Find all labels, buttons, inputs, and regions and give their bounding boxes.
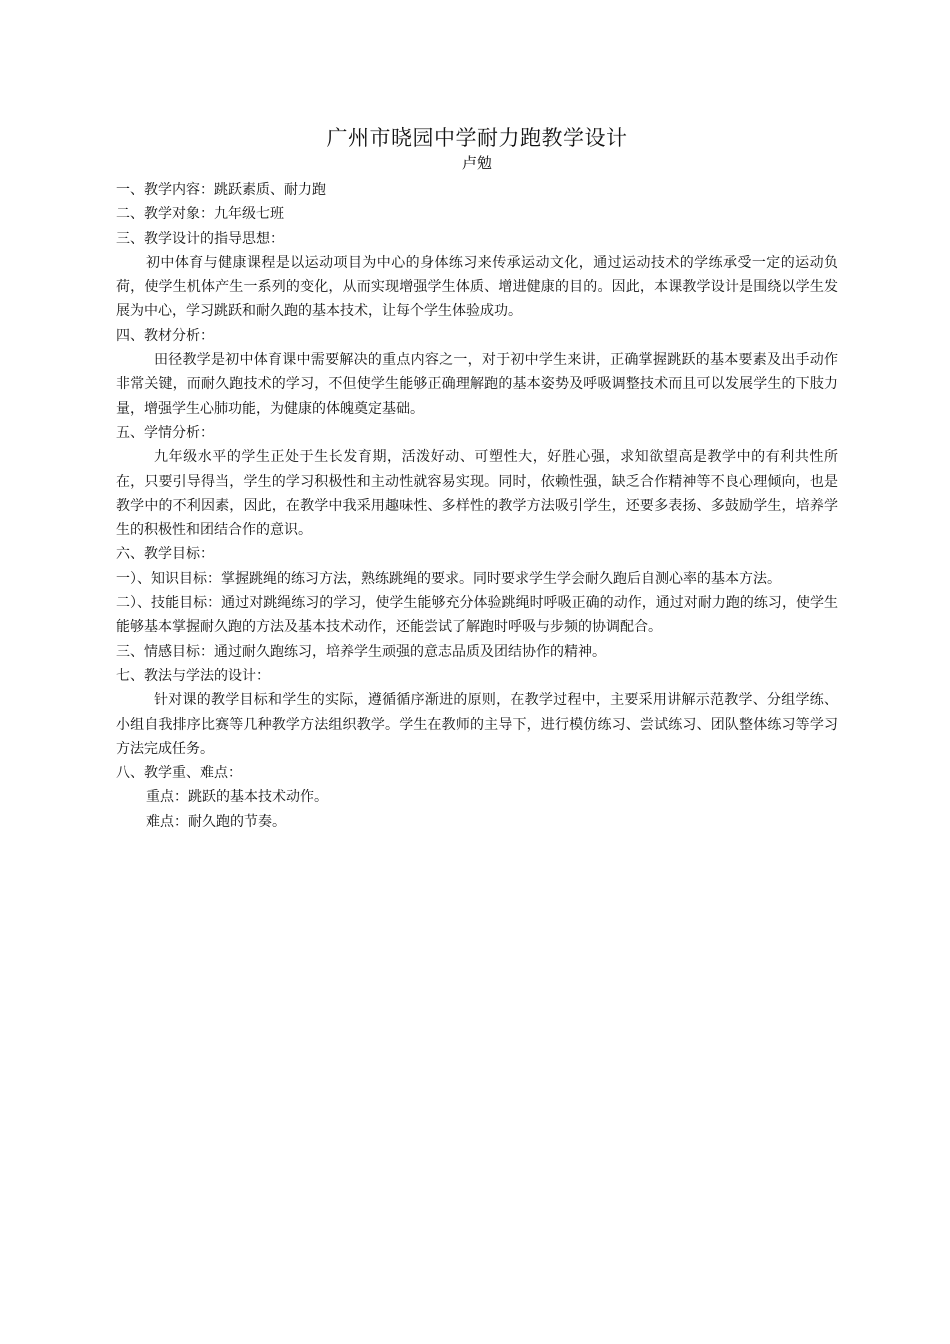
key-point: 重点：跳跃的基本技术动作。 <box>146 789 328 806</box>
section-teaching-content: 一、教学内容：跳跃素质、耐力跑 <box>116 182 326 198</box>
section-student-analysis-heading: 五、学情分析： <box>116 424 214 441</box>
section-key-points-heading: 八、教学重、难点： <box>116 765 242 782</box>
goal-emotion: 三、情感目标：通过耐久跑练习，培养学生顽强的意志品质及团结协作的精神。 <box>116 643 606 660</box>
difficult-point: 难点：耐久跑的节奏。 <box>146 813 286 830</box>
section-guiding-idea-heading: 三、教学设计的指导思想： <box>116 230 284 247</box>
goal-knowledge: 一）、知识目标：掌握跳绳的练习方法，熟练跳绳的要求。同时要求学生学会耐久跑后自测心率的基本方法。 <box>116 570 781 587</box>
document-title: 广州市晓园中学耐力跑教学设计 <box>326 126 628 150</box>
document-author: 卢勉 <box>461 154 492 172</box>
section-material-analysis-body: 田径教学是初中体育课中需要解决的重点内容之一，对于初中学生来讲，正确掌握跳跃的基本要素及出手动作非常关键，而耐久跑技术的学习，不但使学生能够正确理解跑的基本姿势及呼吸调整技术而且可以发展学生的下肢力量，增强学生心肺功能，为健康的体魄奠定基础。 <box>116 352 838 417</box>
section-teaching-target: 二、教学对象：九年级七班 <box>116 206 284 223</box>
document-page <box>116 124 838 834</box>
section-methods-heading: 七、教法与学法的设计： <box>116 667 270 684</box>
goal-skill: 二）、技能目标：通过对跳绳练习的学习，使学生能够充分体验跳绳时呼吸正确的动作，通过对耐力跑的练习，使学生能够基本掌握耐久跑的方法及基本技术动作，还能尝试了解跑时呼吸与步频的协调配合。 <box>116 595 838 636</box>
section-material-analysis-heading: 四、教材分析： <box>116 327 214 344</box>
section-student-analysis-body: 九年级水平的学生正处于生长发育期，活泼好动、可塑性大，好胜心强，求知欲望高是教学中的有利共性所在，只要引导得当，学生的学习积极性和主动性就容易实现。同时，依赖性强，缺乏合作精神等不良心理倾向，也是教学中的不利因素，因此，在教学中我采用趣味性、多样性的教学方法吸引学生，还要多表扬、多鼓励学生，培养学生的积极性和团结合作的意识。 <box>116 449 838 539</box>
section-goals-heading: 六、教学目标： <box>116 546 214 563</box>
section-guiding-idea-body: 初中体育与健康课程是以运动项目为中心的身体练习来传承运动文化，通过运动技术的学练承受一定的运动负荷，使学生机体产生一系列的变化，从而实现增强学生体质、增进健康的目的。因此，本课教学设计是围绕以学生发展为中心，学习跳跃和耐久跑的基本技术，让每个学生体验成功。 <box>116 254 838 320</box>
section-methods-body: 针对课的教学目标和学生的实际，遵循循序渐进的原则，在教学过程中，主要采用讲解示范教学、分组学练、小组自我排序比赛等几种教学方法组织教学。学生在教师的主导下，进行模仿练习、尝试练习、团队整体练习等学习方法完成任务。 <box>116 692 838 757</box>
